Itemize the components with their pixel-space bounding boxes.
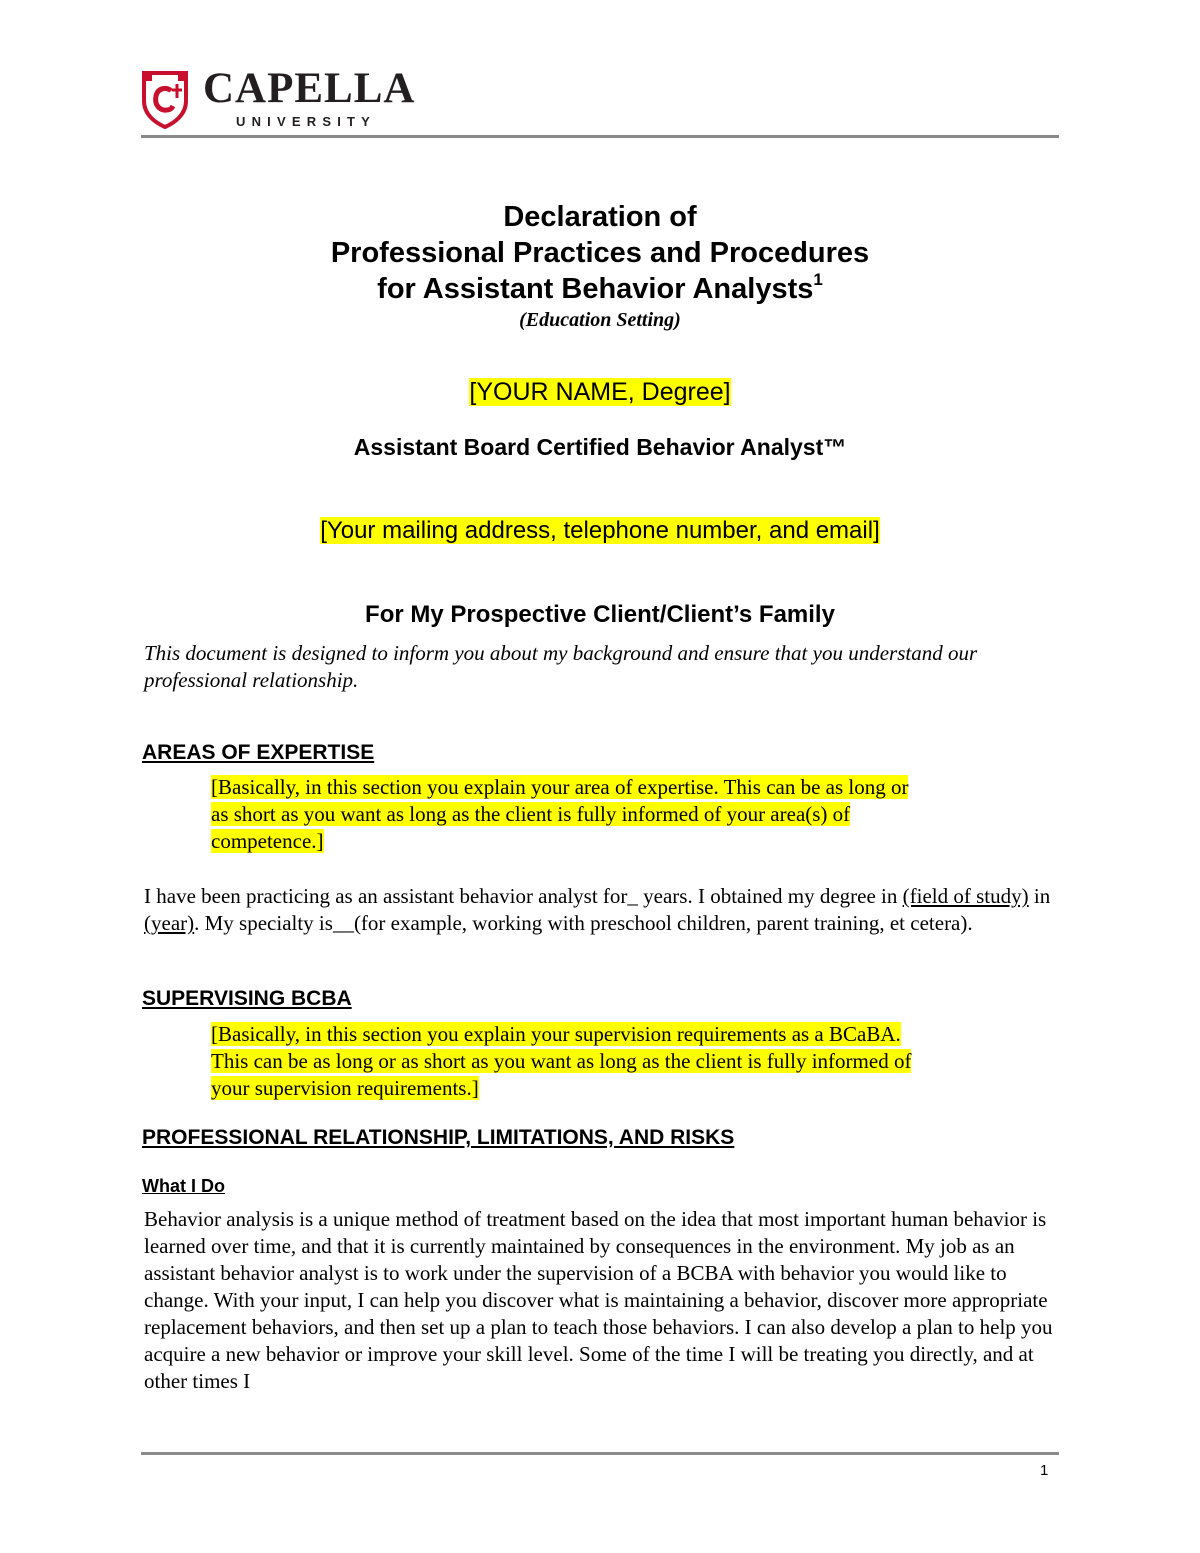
header-divider [141,135,1059,138]
areas-of-expertise-heading: AREAS OF EXPERTISE [142,741,375,764]
expertise-paragraph [144,883,1056,937]
audience-heading: For My Prospective Client/Client’s Family [365,601,835,628]
supervising-placeholder-line-2: This can be as long or as short as you want as long as the client is fully informed of [211,1049,912,1073]
brand-name: CAPELLA [203,65,416,112]
credential-title: Assistant Board Certified Behavior Analyst™ [353,434,847,460]
contact-line [141,517,1059,545]
title-line-1: Declaration of [503,201,697,233]
expertise-text-1: I have been practicing as an assistant behavior analyst for_ years. I obtained my degree in [144,884,903,908]
expertise-text-3: . My specialty is__(for example, working with preschool children, parent training, et cetera). [194,911,973,935]
supervising-placeholder-line-1: [Basically, in this section you explain your supervision requirements as a BCaBA. [211,1022,901,1046]
supervising-placeholder [211,1021,1051,1102]
title-line-3 [141,271,1059,307]
year-placeholder: (year) [144,911,195,935]
contact-placeholder: [Your mailing address, telephone number, and email] [320,517,880,544]
field-of-study-placeholder: (field of study) [902,884,1029,908]
what-i-do-subheading: What I Do [142,1176,225,1196]
title-line-2: Professional Practices and Procedures [330,237,870,269]
expertise-placeholder-line-3: competence.] [211,829,324,853]
document-subtitle: (Education Setting) [519,309,681,331]
footnote-mark: 1 [813,270,823,289]
expertise-placeholder-line-2: as short as you want as long as the client is fully informed of your area(s) of [211,802,851,826]
expertise-text-2: in [1028,884,1051,908]
footer-divider [141,1452,1059,1455]
expertise-placeholder-line-1: [Basically, in this section you explain your area of expertise. This can be as long or [211,775,909,799]
brand-subtitle: UNIVERSITY [236,114,377,129]
audience-intro: This document is designed to inform you about my background and ensure that you understand our professional relationship. [144,641,978,692]
relationship-heading: PROFESSIONAL RELATIONSHIP, LIMITATIONS, AND RISKS [142,1126,735,1149]
expertise-placeholder [211,774,1051,855]
capella-shield-logo-icon [141,69,189,129]
title-line-3-text: for Assistant Behavior Analysts [377,273,814,305]
name-placeholder: [YOUR NAME, Degree] [469,378,731,406]
name-line [141,378,1059,407]
supervising-bcba-heading: SUPERVISING BCBA [142,987,352,1010]
capella-header [141,66,1059,140]
what-i-do-paragraph: Behavior analysis is a unique method of treatment based on the idea that most important human behavior is learned over time, and that it is currently maintained by consequences in the environment. My job as an assistant behavior analyst is to work under the supervision of a BCBA with behavior you would like to change. With your input, I can help you discover what is maintaining a behavior, discover more appropriate replacement behaviors, and then set up a plan to teach those behaviors. I can also develop a plan to help you acquire a new behavior or improve your skill level. Some of the time I will be treating you directly, and at other times I [144,1207,1053,1393]
page-number: 1 [1040,1462,1049,1479]
supervising-placeholder-line-3: your supervision requirements.] [211,1076,479,1100]
